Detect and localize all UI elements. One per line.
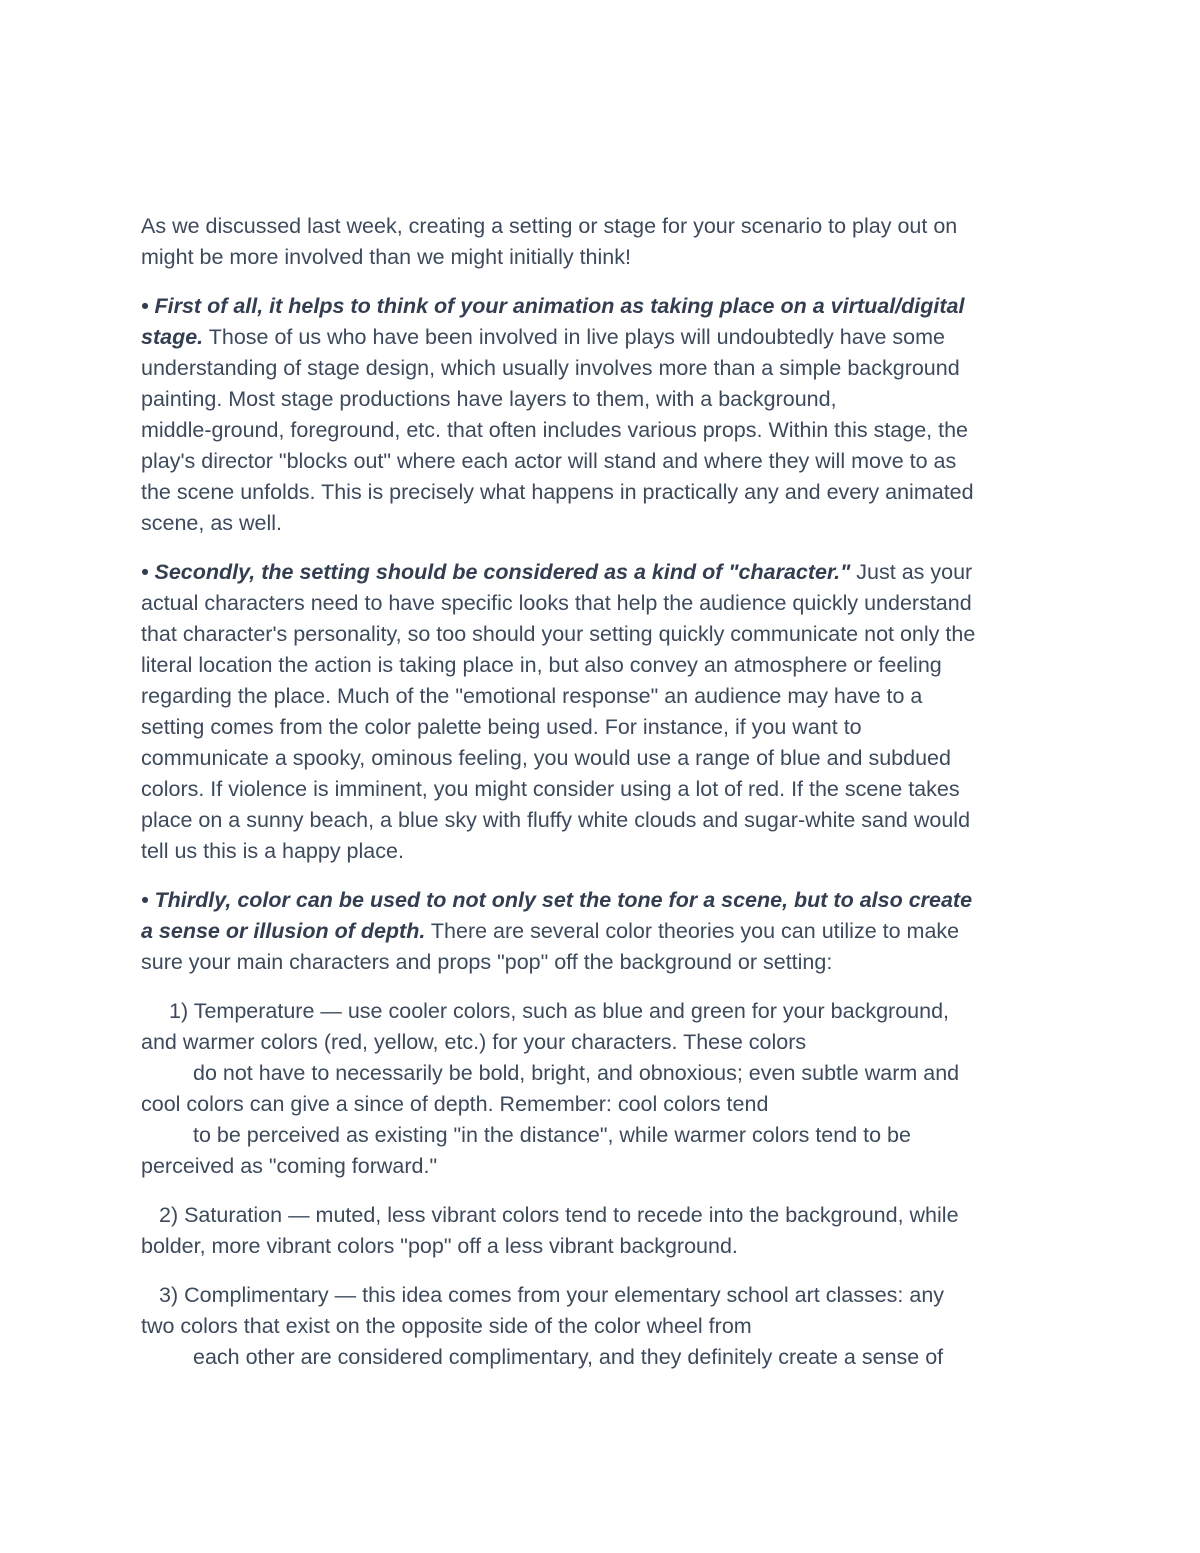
character-line	[141, 557, 1061, 588]
stage-line: the scene unfolds. This is precisely what happens in practically any and every animated	[141, 480, 974, 504]
character-line: setting comes from the color palette being used. For instance, if you want to	[141, 715, 862, 739]
stage-lead-line: • First of all, it helps to think of your animation as taking place on a virtual/digital	[141, 294, 965, 318]
color-line	[141, 916, 1061, 947]
character-line-rest: Just as your	[850, 560, 973, 584]
list-item-line: to be perceived as existing "in the distance", while warmer colors tend to be	[193, 1123, 911, 1147]
character-line: literal location the action is taking place in, but also convey an atmosphere or feeling	[141, 653, 942, 677]
list-item-line: two colors that exist on the opposite side of the color wheel from	[141, 1314, 752, 1338]
character-line: actual characters need to have specific looks that help the audience quickly understand	[141, 591, 972, 615]
stage-line: scene, as well.	[141, 511, 283, 535]
color-line-rest: There are several color theories you can utilize to make	[425, 919, 960, 943]
stage-line: understanding of stage design, which usually involves more than a simple background	[141, 356, 960, 380]
intro-line: might be more involved than we might initially think!	[141, 245, 631, 269]
list-item-line: 2) Saturation — muted, less vibrant colors tend to recede into the background, while	[159, 1203, 959, 1227]
color-lead-end: a sense or illusion of depth.	[141, 919, 426, 943]
document-body	[141, 211, 1061, 1391]
stage-line: play's director "blocks out" where each actor will stand and where they will move to as	[141, 449, 957, 473]
color-line: sure your main characters and props "pop" off the background or setting:	[141, 950, 833, 974]
character-paragraph	[141, 557, 1061, 867]
character-lead: • Secondly, the setting should be considered as a kind of "character."	[141, 560, 851, 584]
character-line: place on a sunny beach, a blue sky with fluffy white clouds and sugar-white sand would	[141, 808, 971, 832]
list-item-line: do not have to necessarily be bold, bright, and obnoxious; even subtle warm and	[193, 1061, 960, 1085]
list-item-line: 3) Complimentary — this idea comes from your elementary school art classes: any	[159, 1283, 945, 1307]
list-item-saturation	[141, 1200, 1061, 1262]
list-item-line: and warmer colors (red, yellow, etc.) for your characters. These colors	[141, 1030, 807, 1054]
list-item-line: cool colors can give a since of depth. Remember: cool colors tend	[141, 1092, 769, 1116]
stage-line	[141, 322, 1061, 353]
list-item-line: bolder, more vibrant colors "pop" off a less vibrant background.	[141, 1234, 738, 1258]
list-item-line: 1) Temperature — use cooler colors, such as blue and green for your background,	[169, 999, 950, 1023]
character-line: communicate a spooky, ominous feeling, you would use a range of blue and subdued	[141, 746, 951, 770]
intro-line: As we discussed last week, creating a setting or stage for your scenario to play out on	[141, 214, 958, 238]
stage-line: middle-ground, foreground, etc. that often includes various props. Within this stage, the	[141, 418, 969, 442]
stage-paragraph	[141, 291, 1061, 539]
stage-line-rest: Those of us who have been involved in live plays will undoubtedly have some	[203, 325, 945, 349]
character-line: that character's personality, so too should your setting quickly communicate not only the	[141, 622, 976, 646]
character-line: colors. If violence is imminent, you might consider using a lot of red. If the scene takes	[141, 777, 960, 801]
stage-lead-end: stage.	[141, 325, 204, 349]
color-depth-paragraph	[141, 885, 1061, 978]
list-item-line: perceived as "coming forward."	[141, 1154, 438, 1178]
character-line: regarding the place. Much of the "emotional response" an audience may have to a	[141, 684, 923, 708]
list-item-complimentary	[141, 1280, 1061, 1373]
color-lead-line: • Thirdly, color can be used to not only set the tone for a scene, but to also create	[141, 888, 973, 912]
character-line: tell us this is a happy place.	[141, 839, 404, 863]
intro-paragraph	[141, 211, 1061, 273]
stage-line: painting. Most stage productions have layers to them, with a background,	[141, 387, 837, 411]
list-item-line: each other are considered complimentary, and they definitely create a sense of	[193, 1345, 944, 1369]
list-item-temperature	[141, 996, 1061, 1182]
